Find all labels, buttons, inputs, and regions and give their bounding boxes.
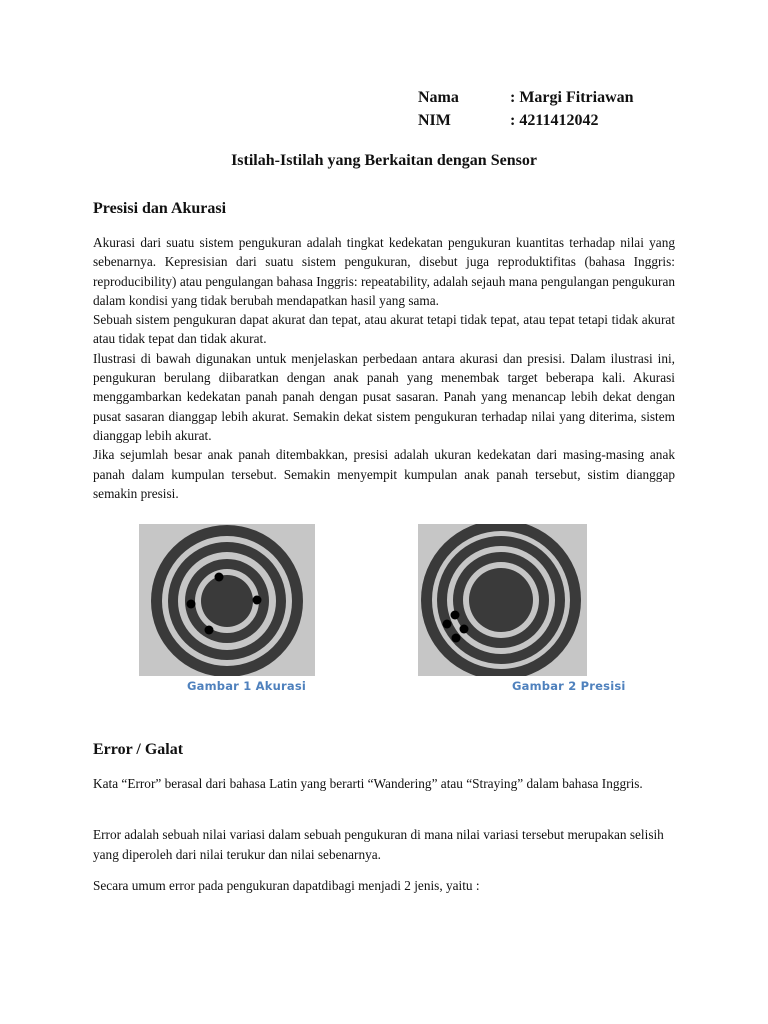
section1-body [93, 233, 675, 503]
section2-para-3 [93, 876, 675, 896]
nim-label: NIM [418, 112, 451, 129]
paragraph: Jika sejumlah besar anak panah ditembakkan, presisi adalah ukuran kedekatan dari masing-masing anak panah dalam kumpulan tersebut. Semakin menyempit kumpulan anak panah tersebut, sistim dianggap semakin presisi. [93, 447, 675, 501]
paragraph: Ilustrasi di bawah digunakan untuk menjelaskan perbedaan antara akurasi dan presisi. Dalam ilustrasi ini, pengukuran berulang diibaratkan dengan anak panah yang menembak target beberapa kali. Akurasi menggambarkan kedekatan panah panah dengan pusat sasaran. Panah yang menancap lebih dekat dengan pusat sasaran dianggap lebih akurat. Semakin dekat sistem pengukuran terhadap nilai yang diterima, sistem dianggap lebih akurat. [93, 350, 675, 443]
arrow-hit-dot [452, 634, 461, 643]
arrow-hit-dot [215, 573, 224, 582]
paragraph: Akurasi dari suatu sistem pengukuran adalah tingkat kedekatan pengukuran kuantitas terhadap nilai yang sebenarnya. Kepresisian dari suatu sistem pengukuran, disebut juga reproduktifitas (bahasa Inggris: reproducibility) atau pengulangan bahasa Inggris: repeatability, adalah sejauh mana pengulangan pengukuran dalam kondisi yang tidak berubah mendapatkan hasil yang sama. [93, 235, 675, 308]
paragraph: Secara umum error pada pengukuran dapatdibagi menjadi 2 jenis, yaitu : [93, 878, 480, 893]
nim-value: : 4211412042 [510, 112, 599, 129]
section2-para-2 [93, 825, 675, 864]
target-icon [418, 524, 587, 676]
paragraph: Error adalah sebuah nilai variasi dalam sebuah pengukuran di mana nilai variasi tersebut merupakan selisih yang diperoleh dari nilai terukur dan nilai sebenarnya. [93, 827, 664, 862]
section-heading-error-galat: Error / Galat [93, 741, 184, 758]
nim-row [418, 109, 634, 132]
arrow-hit-dot [460, 625, 469, 634]
figure-precision-target [418, 524, 587, 676]
section2-para-1 [93, 774, 675, 794]
section-heading-presisi-akurasi: Presisi dan Akurasi [93, 200, 227, 217]
identity-block [418, 86, 634, 132]
figure-accuracy-target [139, 524, 315, 676]
arrow-hit-dot [253, 596, 262, 605]
paragraph: Kata “Error” berasal dari bahasa Latin yang berarti “Wandering” atau “Straying” dalam bahasa Inggris. [93, 776, 643, 791]
figure-caption: Gambar 1 Akurasi [187, 679, 307, 693]
figure-caption: Gambar 2 Presisi [512, 679, 626, 693]
arrow-hit-dot [187, 600, 196, 609]
arrow-hit-dot [443, 620, 452, 629]
target-icon [139, 524, 315, 676]
paragraph: Sebuah sistem pengukuran dapat akurat dan tepat, atau akurat tetapi tidak tepat, atau tepat tetapi tidak akurat atau tidak tepat dan tidak akurat. [93, 312, 675, 347]
name-value: : Margi Fitriawan [510, 89, 634, 106]
document-title: Istilah-Istilah yang Berkaitan dengan Sensor [231, 152, 537, 169]
name-row [418, 86, 634, 109]
arrow-hit-dot [205, 626, 214, 635]
name-label: Nama [418, 89, 459, 106]
arrow-hit-dot [451, 611, 460, 620]
